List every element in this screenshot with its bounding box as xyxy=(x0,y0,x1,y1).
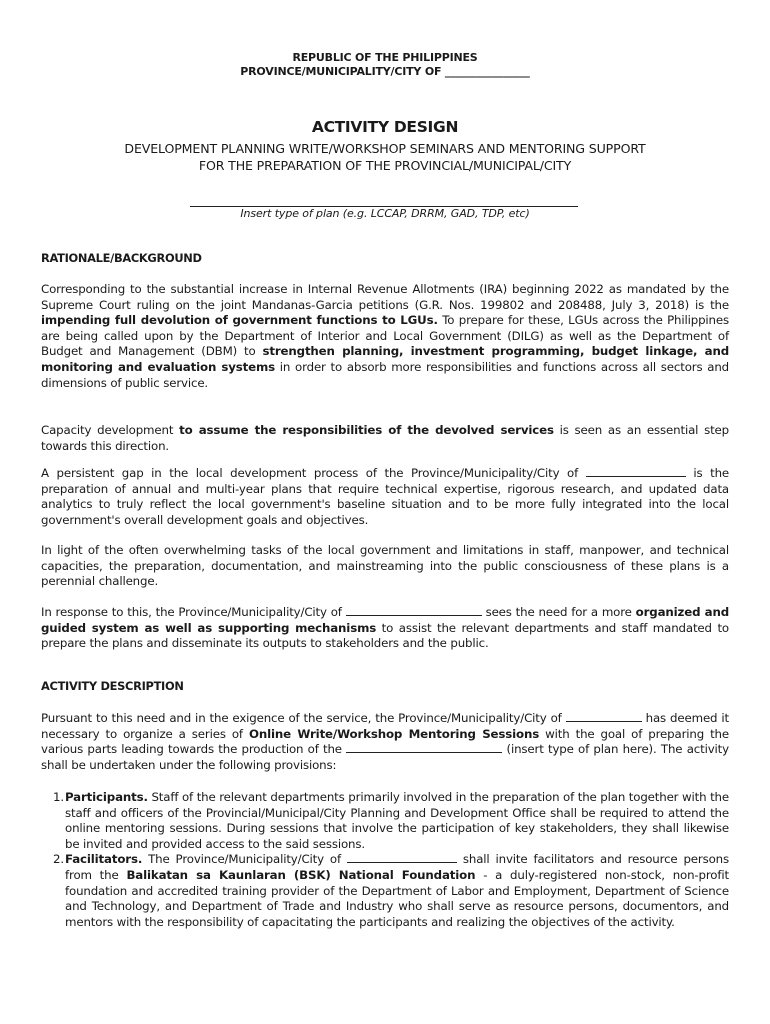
text-run: to assist the relevant departments and staff mandated to prepare the plans and disseminate its outputs to stakeholders and the public. xyxy=(41,620,729,651)
subtitle-line-2: FOR THE PREPARATION OF THE PROVINCIAL/MUNICIPAL/CITY xyxy=(198,158,572,173)
emphasis-text: to assume the responsibilities of the devolved services xyxy=(179,423,554,437)
emphasis-text: strengthen planning, investment programming, budget linkage, and monitoring and evaluation systems xyxy=(41,344,729,374)
list-number: 1. xyxy=(53,790,64,804)
document-title: ACTIVITY DESIGN xyxy=(311,118,459,136)
list-number: 2. xyxy=(53,852,64,867)
text-run: with the goal of preparing the various parts leading towards the production of the xyxy=(41,726,729,757)
text-run: Corresponding to the substantial increase in Internal Revenue Allotments (IRA) beginning 2022 as mandated by the Supreme Court ruling on the joint Mandanas-Garcia petitions (G.R. Nos. 199802 and 208488, July 3, 2018) is the xyxy=(41,282,729,312)
provision-item-participants xyxy=(41,790,729,852)
plan-type-hint: Insert type of plan (e.g. LCCAP, DRRM, GAD, TDP, etc) xyxy=(240,207,530,220)
activity-paragraph-1 xyxy=(41,711,729,773)
text-run: in order to absorb more responsibilities and functions across all sectors and dimensions of public service. xyxy=(41,359,729,390)
text-run: Pursuant to this need and in the exigence of the service, the Province/Municipality/City of xyxy=(41,711,566,725)
document-subtitle xyxy=(0,140,770,174)
document-header xyxy=(0,51,770,79)
lgu-name-blank xyxy=(347,852,457,863)
text-run: has deemed it necessary to organize a series of xyxy=(41,711,729,741)
provision-text: shall invite facilitators and resource persons from the xyxy=(65,852,729,882)
text-run: sees the need for a more xyxy=(481,605,636,619)
text-run: In response to this, the Province/Municipality/City of xyxy=(41,605,346,619)
text-run: To prepare for these, LGUs across the Philippines are being called upon by the Department of Interior and Local Government (DILG) as well as the Department of Budget and Management (DBM) to xyxy=(41,313,729,359)
lgu-name-blank xyxy=(586,466,686,477)
emphasis-text: Online Write/Workshop Mentoring Sessions xyxy=(248,726,540,741)
organization-name: Balikatan sa Kaunlaran (BSK) National Foundation xyxy=(126,867,476,882)
lgu-name-blank xyxy=(346,605,482,616)
rationale-paragraph-4: In light of the often overwhelming tasks of the local government and limitations in staff, manpower, and technical capacities, the preparation, documentation, and mainstreaming into the public consciousness of these plans is a perennial challenge. xyxy=(41,543,729,589)
rationale-paragraph-5 xyxy=(41,605,729,652)
provision-text: The Province/Municipality/City of xyxy=(142,852,347,867)
rationale-heading: RATIONALE/BACKGROUND xyxy=(41,251,202,265)
subtitle-line-1: DEVELOPMENT PLANNING WRITE/WORKSHOP SEMINARS AND MENTORING SUPPORT xyxy=(124,141,646,156)
provision-label: Participants. xyxy=(65,790,148,804)
rationale-paragraph-3 xyxy=(41,466,729,528)
provisions-list xyxy=(41,790,729,930)
plan-type-blank xyxy=(346,742,502,753)
header-province: PROVINCE/MUNICIPALITY/CITY OF ________________ xyxy=(240,65,530,78)
activity-heading: ACTIVITY DESCRIPTION xyxy=(41,679,184,693)
text-run: (insert type of plan here). The activity shall be undertaken under the following provisions: xyxy=(41,742,729,772)
text-run: is the preparation of annual and multi-year plans that require technical expertise, rigorous research, and updated data analytics to truly reflect the local government's baseline situation and to be more fully integrated into the local government's overall development goals and objectives. xyxy=(41,466,729,527)
header-republic: REPUBLIC OF THE PHILIPPINES xyxy=(292,51,478,64)
provision-label: Facilitators. xyxy=(65,852,143,867)
lgu-name-blank xyxy=(566,711,642,722)
emphasis-text: impending full devolution of government functions to LGUs. xyxy=(41,313,438,328)
emphasis-text: organized and guided system as well as supporting mechanisms xyxy=(41,605,729,635)
text-run: is seen as an essential step towards this direction. xyxy=(41,423,729,453)
text-run: Capacity development xyxy=(41,423,180,437)
provision-item-facilitators xyxy=(41,852,729,930)
rationale-paragraph-2 xyxy=(41,423,729,454)
text-run: A persistent gap in the local development process of the Province/Municipality/City of xyxy=(41,466,586,480)
provision-text: Staff of the relevant departments primarily involved in the preparation of the plan together with the staff and officers of the Provincial/Municipal/City Planning and Development Office shall be required to attend the online mentoring sessions. During sessions that involve the participation of key stakeholders, they shall likewise be invited and provided access to the said sessions. xyxy=(65,790,729,851)
provision-text: - a duly-registered non-stock, non-profit foundation and accredited training provider of the Department of Labor and Employment, Department of Science and Technology, and Department of Trade and Industry who shall serve as resource persons, documentors, and mentors with the responsibility of capacitating the participants and realizing the objectives of the activity. xyxy=(65,867,729,929)
rationale-paragraph-1 xyxy=(41,282,729,391)
